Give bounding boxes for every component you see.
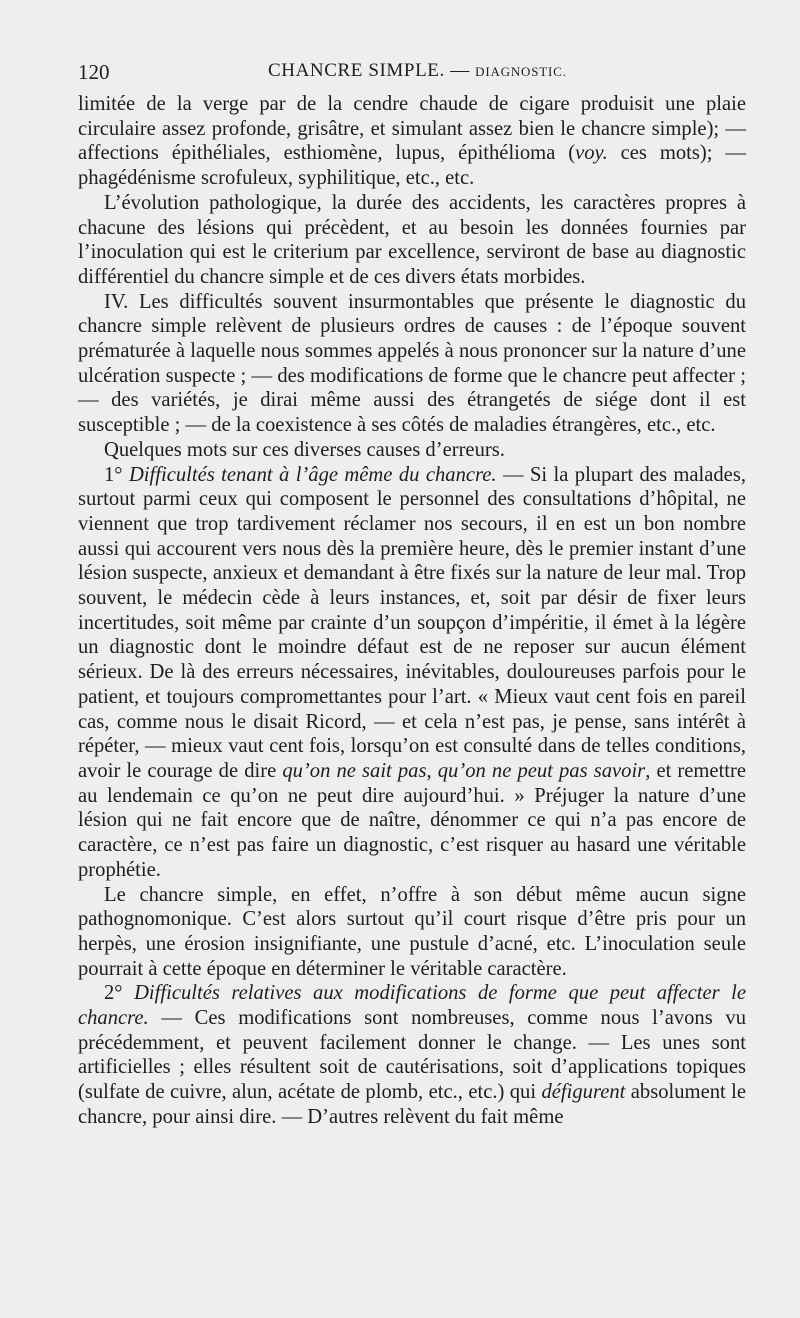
italic-run: Difficultés relatives aux modifications de forme que peut affecter le chancre. bbox=[78, 982, 746, 1030]
text-run: — Si la plupart des malades, surtout parmi ceux qui composent le personnel des consultations d’hôpital, ne viennent que trop tardivement réclamer nos secours, il en est un bon nombre aussi qui accourent vers nous dès la première heure, dès le premier instant d’une lésion suspecte, anxieux et demandant à être fixés sur la nature de leur mal. Trop souvent, le médecin cède à leurs instances, et, soit par désir de fixer leurs incertitudes, soit même par crainte d’un soupçon d’impéritie, il émet à la légère un diagnostic dont le moindre défaut est de ne reposer sur aucun élément sérieux. De là des erreurs nécessaires, inévitables, douloureuses parfois pour le patient, et toujours compromettantes pour l’art. « Mieux vaut cent fois en pareil cas, comme nous le disait Ricord, — et cela n’est pas, je pense, sans intérêt à répéter, — mieux vaut cent fois, lorsqu’on est consulté dans de telles conditions, avoir le courage de dire bbox=[78, 463, 746, 782]
text-run: absolument le chancre, pour ainsi dire. — D’autres relèvent du fait même bbox=[78, 1081, 746, 1128]
paragraph bbox=[78, 438, 746, 463]
page-number: 120 bbox=[78, 60, 110, 84]
italic-run: qu’on ne peut pas savoir bbox=[437, 759, 646, 782]
text-run: limitée de la verge par de la cendre chaude de cigare produisit une plaie circulaire assez profonde, grisâtre, et simulant assez bien le chancre simple); — affections épithéliales, esthiomène, lupus, épithélioma ( bbox=[78, 93, 746, 165]
text-run: L’évolution pathologique, la durée des accidents, les caractères propres à chacune des lésions qui précèdent, et au besoin les données fournies par l’inoculation qui est le criterium par excellence, serviront de base au diagnostic différentiel du chancre simple et de ces divers états morbides. bbox=[78, 191, 746, 288]
paragraph bbox=[78, 290, 746, 438]
page-body bbox=[78, 92, 746, 1130]
paragraph bbox=[78, 92, 746, 191]
text-run: , bbox=[426, 759, 438, 782]
text-run: 1° bbox=[104, 463, 129, 486]
text-run: Quelques mots sur ces diverses causes d’erreurs. bbox=[104, 438, 505, 461]
running-subtitle: DIAGNOSTIC. bbox=[475, 64, 567, 79]
italic-run: qu’on ne sait pas bbox=[282, 759, 427, 782]
text-run: ces mots); — phagédénisme scrofuleux, syphilitique, etc., etc. bbox=[78, 142, 746, 190]
paragraph bbox=[78, 981, 746, 1129]
text-run: — Ces modifications sont nombreuses, comme nous l’avons vu précédemment, et peuvent facilement donner le change. — Les unes sont artificielles ; elles résultent soit de cautérisations, soit d’applications topiques (sulfate de cuivre, alun, acétate de plomb, etc., etc.) qui bbox=[78, 1007, 746, 1104]
running-header bbox=[78, 60, 746, 90]
text-run: 2° bbox=[104, 982, 135, 1005]
paragraph bbox=[78, 463, 746, 883]
paragraph bbox=[78, 883, 746, 982]
text-run: , et remettre au lendemain ce qu’on ne peut dire aujourd’hui. » Préjuger la nature d’une lésion qui ne fait encore que de naître, dénommer ce qui n’a pas encore de caractère, ce n’est pas faire un diagnostic, c’est risquer au hasard une véritable prophétie. bbox=[78, 759, 747, 881]
text-run: Le chancre simple, en effet, n’offre à son début même aucun signe pathognomonique. C’est alors surtout qu’il court risque d’être pris pour un herpès, une érosion insignifiante, une pustule d’acné, etc. L’inoculation seule pourrait à cette époque en déterminer le véritable caractère. bbox=[78, 883, 746, 980]
running-title bbox=[268, 60, 567, 82]
running-title-main: CHANCRE SIMPLE. — bbox=[268, 60, 470, 81]
italic-run: Difficultés tenant à l’âge même du chancre. bbox=[128, 463, 497, 486]
italic-run: voy. bbox=[575, 142, 608, 165]
italic-run: défigurent bbox=[541, 1081, 626, 1104]
text-run: IV. Les difficultés souvent insurmontables que présente le diagnostic du chancre simple relèvent de plusieurs ordres de causes : de l’époque souvent prématurée à laquelle nous sommes appelés à nous prononcer sur la nature d’une ulcération suspecte ; — des modifications de forme que le chancre peut affecter ; — des variétés, je dirai même aussi des étrangetés de siége dont il est susceptible ; — de la coexistence à ses côtés de maladies étrangères, etc., etc. bbox=[78, 290, 746, 437]
paragraph bbox=[78, 191, 746, 290]
